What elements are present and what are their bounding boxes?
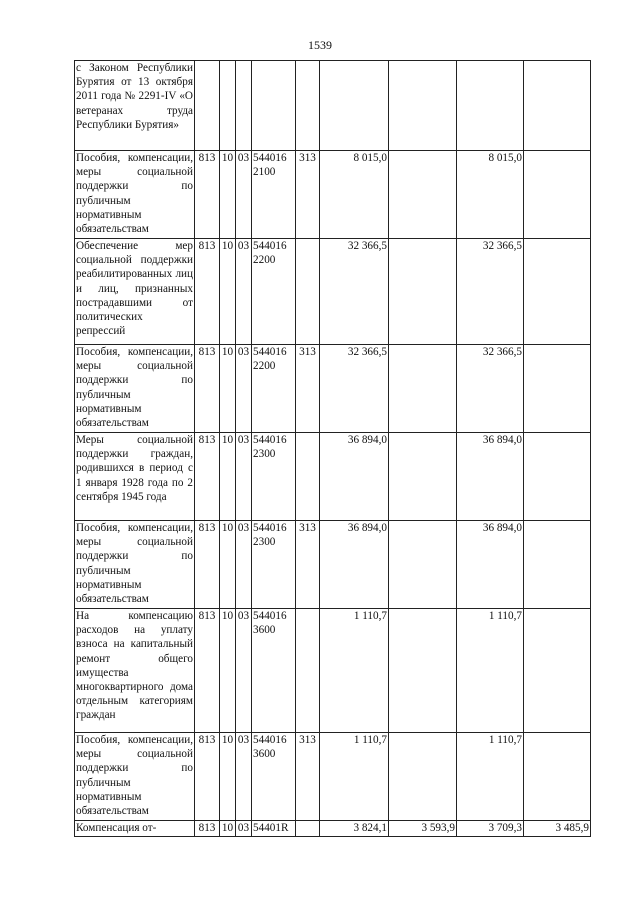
amount-col-1: 36 894,0 [320,433,389,521]
subsection-code: 03 [236,151,252,239]
table-row [75,609,591,733]
row-description: Пособия, компенсации, меры социальной поддержки по публичным нормативным обязательствам [75,733,195,821]
subsection-code: 03 [236,821,252,837]
expense-type-code: 313 [296,345,320,433]
amount-col-4 [524,61,591,151]
subsection-code [236,61,252,151]
amount-col-3: 32 366,5 [457,239,524,345]
amount-col-1: 1 110,7 [320,609,389,733]
amount-col-4 [524,433,591,521]
table-row [75,345,591,433]
amount-col-3: 1 110,7 [457,733,524,821]
amount-col-3: 36 894,0 [457,521,524,609]
section-code: 10 [220,239,236,345]
row-description: Пособия, компенсации, меры социальной поддержки по публичным нормативным обязательствам [75,521,195,609]
row-description: Меры социальной поддержки граждан, родившихся в период с 1 января 1928 года по 2 сентября 1945 года [75,433,195,521]
amount-col-2 [389,609,457,733]
section-code: 10 [220,345,236,433]
section-code: 10 [220,151,236,239]
section-code: 10 [220,609,236,733]
target-article-code: 544016 3600 [252,733,296,821]
target-article-code: 544016 2300 [252,521,296,609]
section-code: 10 [220,821,236,837]
expense-type-code [296,61,320,151]
table-row [75,733,591,821]
expense-type-code: 313 [296,151,320,239]
amount-col-1: 32 366,5 [320,345,389,433]
table-row [75,239,591,345]
amount-col-2 [389,433,457,521]
amount-col-2 [389,345,457,433]
subsection-code: 03 [236,521,252,609]
expense-type-code: 313 [296,521,320,609]
ministry-code: 813 [195,345,220,433]
ministry-code [195,61,220,151]
subsection-code: 03 [236,345,252,433]
amount-col-4 [524,239,591,345]
expense-type-code: 313 [296,733,320,821]
amount-col-1: 3 824,1 [320,821,389,837]
amount-col-2 [389,733,457,821]
row-description: Пособия, компенсации, меры социальной поддержки по публичным нормативным обязательствам [75,151,195,239]
row-description: с Законом Республики Бурятия от 13 октября 2011 года № 2291-IV «О ветеранах труда Республики Бурятия» [75,61,195,151]
amount-col-1 [320,61,389,151]
expense-type-code [296,433,320,521]
target-article-code: 544016 2100 [252,151,296,239]
amount-col-4 [524,521,591,609]
section-code: 10 [220,733,236,821]
ministry-code: 813 [195,151,220,239]
budget-table [74,60,591,837]
expense-type-code [296,821,320,837]
amount-col-2: 3 593,9 [389,821,457,837]
amount-col-3: 32 366,5 [457,345,524,433]
expense-type-code [296,609,320,733]
amount-col-1: 8 015,0 [320,151,389,239]
section-code: 10 [220,433,236,521]
table-row [75,151,591,239]
amount-col-3: 3 709,3 [457,821,524,837]
amount-col-1: 36 894,0 [320,521,389,609]
amount-col-1: 32 366,5 [320,239,389,345]
amount-col-2 [389,521,457,609]
ministry-code: 813 [195,733,220,821]
amount-col-2 [389,61,457,151]
ministry-code: 813 [195,433,220,521]
ministry-code: 813 [195,239,220,345]
target-article-code [252,61,296,151]
page-number: 1539 [308,38,332,52]
row-description: Обеспечение мер социальной поддержки реабилитированных лиц и лиц, признанных пострадавшими от политических репрессий [75,239,195,345]
amount-col-4 [524,151,591,239]
table-row [75,821,591,837]
table-row [75,61,591,151]
ministry-code: 813 [195,609,220,733]
expense-type-code [296,239,320,345]
amount-col-4 [524,733,591,821]
ministry-code: 813 [195,521,220,609]
amount-col-3: 36 894,0 [457,433,524,521]
amount-col-4 [524,345,591,433]
section-code: 10 [220,521,236,609]
target-article-code: 544016 2200 [252,345,296,433]
row-description: На компенсацию расходов на уплату взноса на капитальный ремонт общего имущества многоквартирного дома отдельным категориям граждан [75,609,195,733]
table-row [75,433,591,521]
subsection-code: 03 [236,433,252,521]
amount-col-4: 3 485,9 [524,821,591,837]
amount-col-3 [457,61,524,151]
amount-col-2 [389,239,457,345]
amount-col-3: 8 015,0 [457,151,524,239]
section-code [220,61,236,151]
subsection-code: 03 [236,239,252,345]
amount-col-1: 1 110,7 [320,733,389,821]
target-article-code: 544016 2200 [252,239,296,345]
target-article-code: 54401R [252,821,296,837]
row-description: Пособия, компенсации, меры социальной поддержки по публичным нормативным обязательствам [75,345,195,433]
subsection-code: 03 [236,733,252,821]
subsection-code: 03 [236,609,252,733]
target-article-code: 544016 2300 [252,433,296,521]
ministry-code: 813 [195,821,220,837]
amount-col-3: 1 110,7 [457,609,524,733]
amount-col-4 [524,609,591,733]
row-description: Компенсация от- [75,821,195,837]
table-row [75,521,591,609]
amount-col-2 [389,151,457,239]
target-article-code: 544016 3600 [252,609,296,733]
